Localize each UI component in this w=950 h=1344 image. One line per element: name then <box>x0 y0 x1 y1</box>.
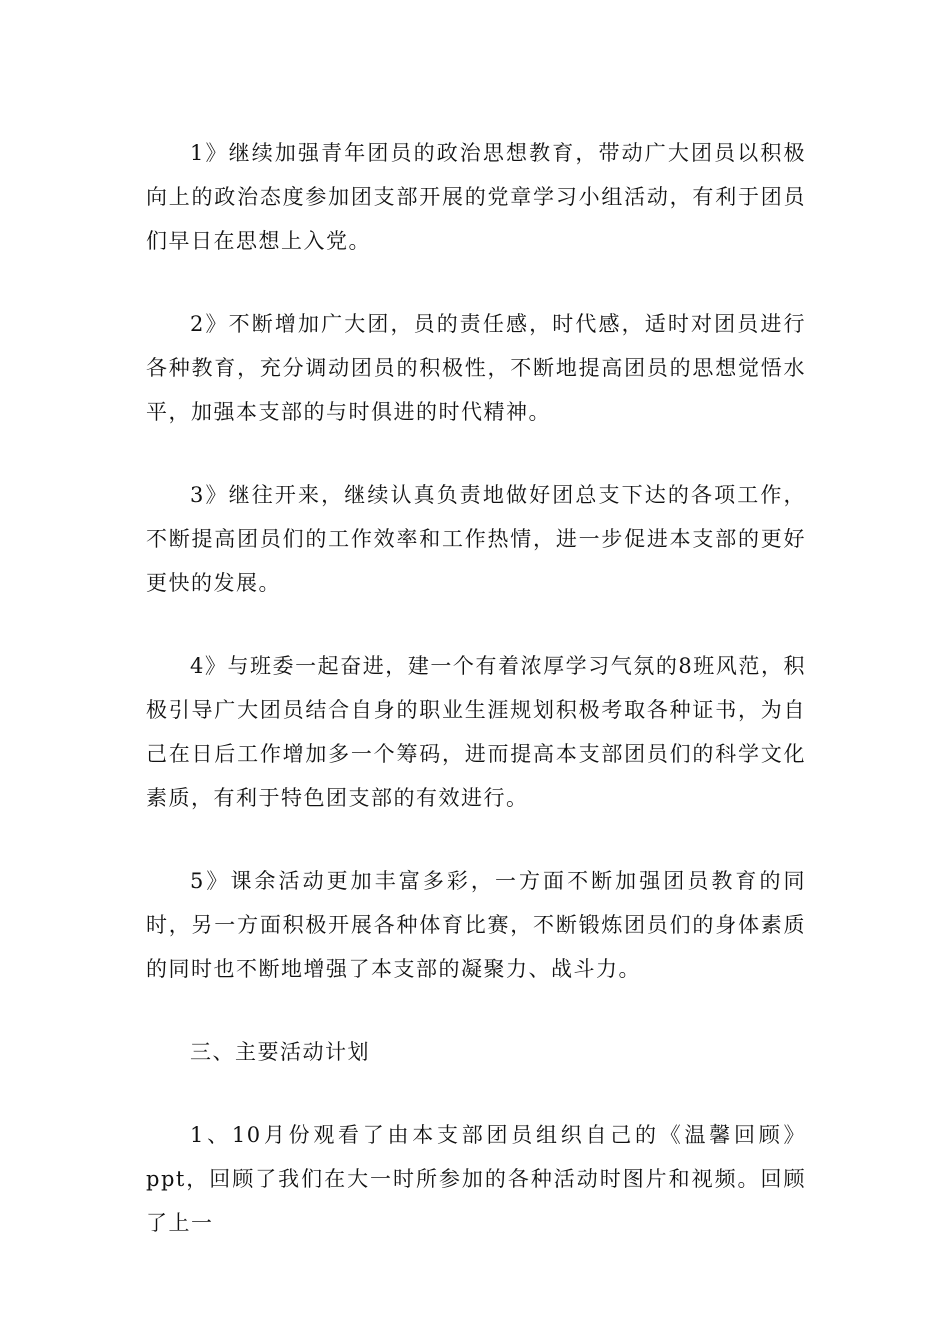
paragraph-4: 4》与班委一起奋进，建一个有着浓厚学习气氛的8班风范，积极引导广大团员结合自身的职业生涯规划积极考取各种证书，为自己在日后工作增加多一个筹码，进而提高本支部团员们的科学文化素质，有利于特色团支部的有效进行。 <box>146 654 806 810</box>
paragraph-5: 5》课余活动更加丰富多彩，一方面不断加强团员教育的同时，另一方面积极开展各种体育比赛，不断锻炼团员们的身体素质的同时也不断地增强了本支部的凝聚力、战斗力。 <box>146 869 806 981</box>
paragraph-1: 1》继续加强青年团员的政治思想教育，带动广大团员以积极向上的政治态度参加团支部开展的党章学习小组活动，有利于团员们早日在思想上入党。 <box>146 141 806 253</box>
paragraph-2: 2》不断增加广大团，员的责任感，时代感，适时对团员进行各种教育，充分调动团员的积极性，不断地提高团员的思想觉悟水平，加强本支部的与时俱进的时代精神。 <box>146 312 806 424</box>
paragraph-activity-1: 1、10月份观看了由本支部团员组织自己的《温馨回顾》ppt，回顾了我们在大一时所参加的各种活动时图片和视频。回顾了上一 <box>146 1123 806 1235</box>
section-heading: 三、主要活动计划 <box>190 1040 370 1064</box>
document-body <box>146 131 806 1284</box>
paragraph-3: 3》继往开来，继续认真负责地做好团总支下达的各项工作，不断提高团员们的工作效率和工作热情，进一步促进本支部的更好更快的发展。 <box>146 483 806 595</box>
